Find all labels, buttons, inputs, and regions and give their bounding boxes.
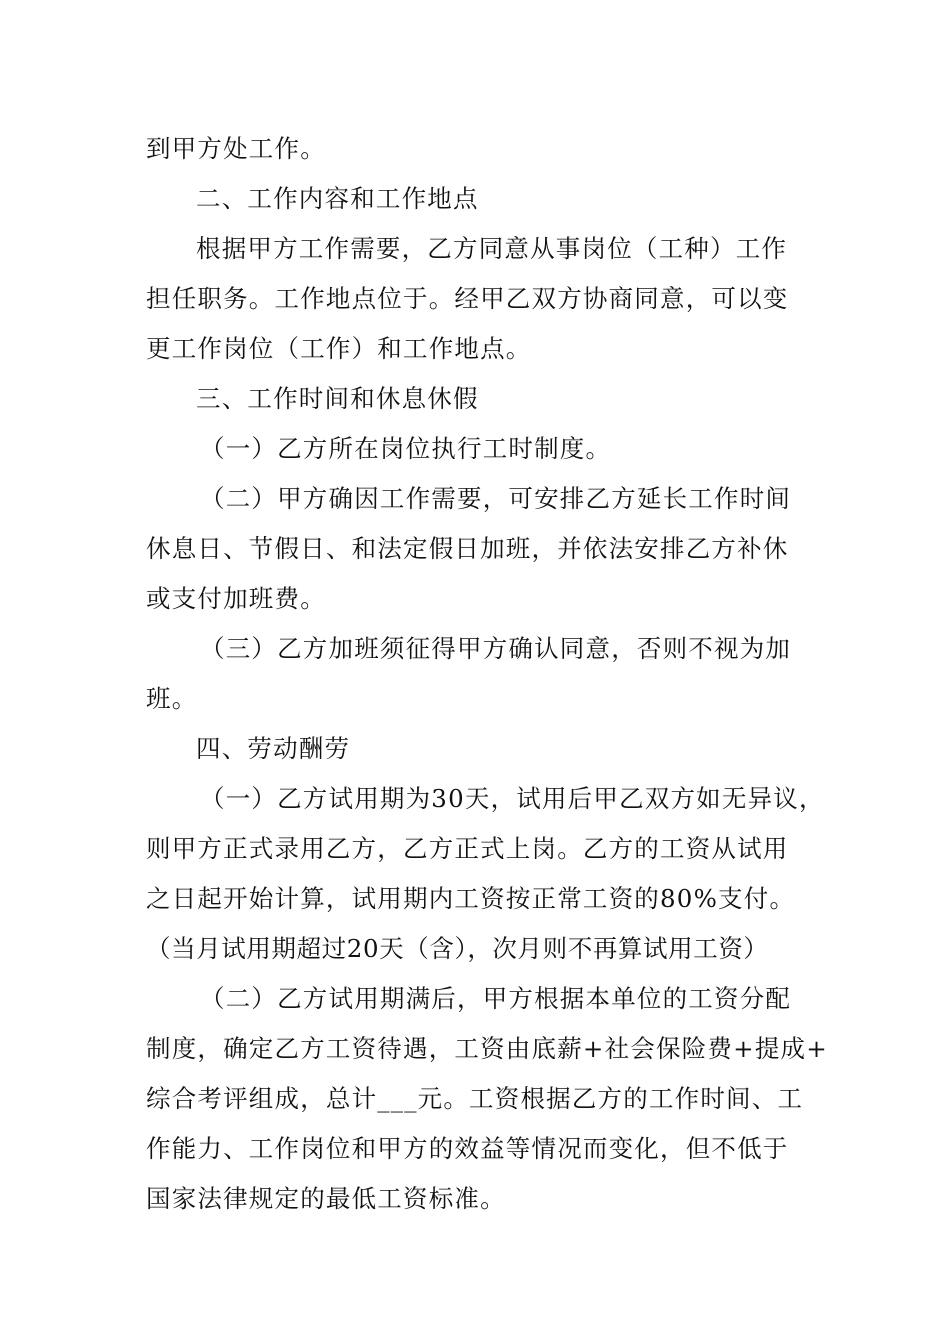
- section-heading-3: 三、工作时间和休息休假: [196, 384, 479, 413]
- body-text-line: 休息日、节假日、和法定假日加班，并依法安排乙方补休: [146, 534, 789, 563]
- body-text-line: 国家法律规定的最低工资标准。: [146, 1184, 506, 1213]
- clause-item: （一）乙方所在岗位执行工时制度。: [200, 434, 612, 463]
- body-text-line: 制度，确定乙方工资待遇，工资由底薪+社会保险费+提成+: [146, 1034, 828, 1063]
- body-text-line: 之日起开始计算，试用期内工资按正常工资的80%支付。: [146, 884, 796, 913]
- body-text-line: （当月试用期超过20天（含），次月则不再算试用工资）: [146, 934, 769, 963]
- body-text-line: 根据甲方工作需要，乙方同意从事岗位（工种）工作: [196, 234, 788, 263]
- body-text-line: 作能力、工作岗位和甲方的效益等情况而变化，但不低于: [146, 1134, 789, 1163]
- body-text-line: 担任职务。工作地点位于。经甲乙双方协商同意，可以变: [146, 284, 789, 313]
- clause-item: （二）甲方确因工作需要，可安排乙方延长工作时间: [200, 484, 792, 513]
- body-text-line: 或支付加班费。: [146, 584, 326, 613]
- section-heading-2: 二、工作内容和工作地点: [196, 184, 479, 213]
- body-text-line: 更工作岗位（工作）和工作地点。: [146, 334, 532, 363]
- body-text-line: 到甲方处工作。: [146, 134, 326, 163]
- clause-item: （二）乙方试用期满后，甲方根据本单位的工资分配: [200, 984, 792, 1013]
- body-text-line: 综合考评组成，总计___元。工资根据乙方的工作时间、工: [146, 1084, 804, 1113]
- clause-item: （一）乙方试用期为30天，试用后甲乙双方如无异议，: [200, 784, 825, 813]
- clause-item: （三）乙方加班须征得甲方确认同意，否则不视为加: [200, 634, 792, 663]
- body-text-line: 班。: [146, 684, 198, 713]
- section-heading-4: 四、劳动酬劳: [196, 734, 351, 763]
- body-text-line: 则甲方正式录用乙方，乙方正式上岗。乙方的工资从试用: [146, 834, 789, 863]
